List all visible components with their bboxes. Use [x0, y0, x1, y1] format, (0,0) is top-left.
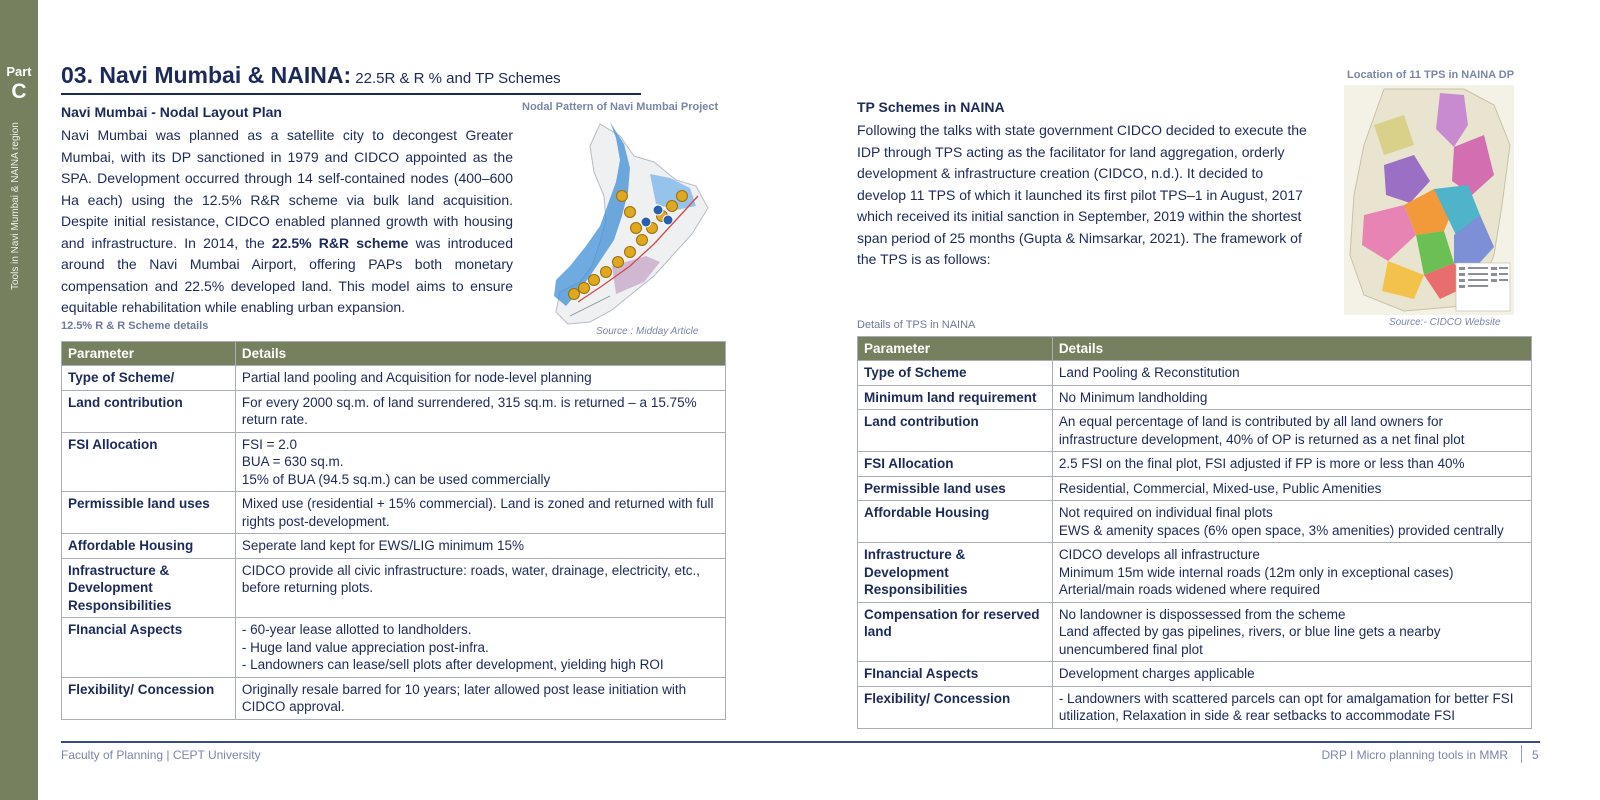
table-row — [858, 686, 1532, 728]
left-paragraph-part2: was introduced around the Navi Mumbai Airport, offering PAPs both monetary compensation and 22.5% developed land. This model aims to ensure equitable rehabilitation while enabling urban expansion. — [61, 234, 513, 315]
right-table-caption: Details of TPS in NAINA — [857, 319, 976, 331]
table-cell-details — [235, 618, 725, 678]
cell-line: Land affected by gas pipelines, rivers, or blue line gets a nearby unencumbered final plot — [1058, 624, 1441, 657]
cell-line: Partial land pooling and Acquisition for node-level planning — [241, 370, 592, 385]
table-cell-details — [1052, 602, 1531, 662]
left-table-caption: 12.5% R & R Scheme details — [61, 320, 209, 332]
table-row — [858, 410, 1532, 452]
left-paragraph-part1: Navi Mumbai was planned as a satellite city to decongest Greater Mumbai, with its DP sanctioned in 1979 and CIDCO appointed as the SPA. Development occurred through 14 self-contained nodes (400–600 Ha each) using the 12.5% R&R scheme via bulk land acquisition. Despite initial resistance, CIDCO enabled planned growth with housing and infrastructure. In 2014, the — [61, 127, 513, 251]
footer-document-title: DRP I Micro planning tools in MMR — [1321, 748, 1508, 762]
table-row — [62, 432, 726, 492]
table-row — [858, 476, 1532, 501]
table-cell-details — [235, 390, 725, 432]
table-cell-details — [1052, 662, 1531, 687]
left-map-source: Source : Midday Article — [596, 326, 699, 337]
table-cell-details — [1052, 476, 1531, 501]
right-map-caption: Location of 11 TPS in NAINA DP — [1347, 69, 1515, 81]
table-cell-parameter: Type of Scheme — [858, 361, 1053, 386]
cell-line: CIDCO provide all civic infrastructure: roads, water, drainage, electricity, etc., before returning plots. — [241, 562, 701, 595]
table-cell-details — [235, 534, 725, 559]
table-row — [858, 452, 1532, 477]
table-cell-details — [1052, 452, 1531, 477]
footer-rule — [61, 741, 1540, 743]
table-header-parameter: Parameter — [858, 337, 1053, 361]
table-row — [62, 390, 726, 432]
table-cell-details — [1052, 686, 1531, 728]
navi-mumbai-nodal-map — [550, 116, 720, 332]
table-header-parameter: Parameter — [62, 342, 236, 366]
page-title-sub: 22.5R & R % and TP Schemes — [351, 70, 561, 87]
table-cell-details — [1052, 543, 1531, 603]
cell-line: Minimum 15m wide internal roads (12m only in exceptional cases) — [1058, 564, 1454, 580]
right-map-source: Source:- CIDCO Website — [1389, 317, 1501, 328]
table-cell-parameter: Compensation for reserved land — [858, 602, 1053, 662]
cell-line: Land Pooling & Reconstitution — [1058, 365, 1240, 380]
cell-line: - Landowners with scattered parcels can opt for amalgamation for better FSI utilization, Relaxation in side & rear setbacks to accommodate FSI — [1058, 690, 1514, 723]
cell-line: Seperate land kept for EWS/LIG minimum 15% — [241, 538, 524, 553]
cell-line: - Huge land value appreciation post-infra. — [241, 639, 489, 655]
table-cell-parameter: Infrastructure & Development Responsibilities — [858, 543, 1053, 603]
cell-line: CIDCO develops all infrastructure — [1058, 547, 1260, 562]
table-cell-parameter: Type of Scheme/ — [62, 366, 236, 391]
table-cell-details — [1052, 410, 1531, 452]
table-row — [62, 558, 726, 618]
table-row — [62, 534, 726, 559]
right-paragraph: Following the talks with state government CIDCO decided to execute the IDP through TPS acting as the facilitator for land aggregation, orderly development & infrastructure creation (CIDCO, n.d.). It decided to develop 11 TPS of which it launched its first pilot TPS–1 in August, 2017 which received its initial sanction in September, 2019 within the shortest span period of 25 months (Gupta & Nimsarkar, 2021). The framework of the TPS is as follows: — [857, 122, 1307, 267]
left-paragraph-bold: 22.5% R&R scheme — [271, 234, 409, 251]
table-cell-parameter: FSI Allocation — [62, 432, 236, 492]
table-cell-details — [235, 558, 725, 618]
table-cell-parameter: FSI Allocation — [858, 452, 1053, 477]
cell-line: No landowner is dispossessed from the scheme — [1058, 606, 1346, 622]
table-row — [62, 366, 726, 391]
cell-line: Originally resale barred for 10 years; later allowed post lease initiation with CIDCO approval. — [241, 681, 687, 714]
table-cell-parameter: FInancial Aspects — [858, 662, 1053, 687]
table-cell-details — [1052, 501, 1531, 543]
table-cell-parameter: Land contribution — [858, 410, 1053, 452]
table-cell-parameter: Flexibility/ Concession — [62, 677, 236, 719]
table-cell-parameter: Permissible land uses — [62, 492, 236, 534]
title-underline — [61, 93, 641, 95]
table-cell-details — [235, 677, 725, 719]
table-cell-parameter: Flexibility/ Concession — [858, 686, 1053, 728]
table-row — [858, 501, 1532, 543]
cell-line: Mixed use (residential + 15% commercial). Land is zoned and returned with full rights post-development. — [241, 496, 714, 529]
page-number: 5 — [1532, 748, 1539, 762]
table-header-row — [858, 337, 1532, 361]
cell-line: 2.5 FSI on the final plot, FSI adjusted if FP is more or less than 40% — [1058, 456, 1465, 471]
cell-line: - Landowners can lease/sell plots after development, yielding high ROI — [241, 657, 664, 672]
cell-line: - 60-year lease allotted to landholders. — [241, 622, 472, 637]
table-header-details: Details — [235, 342, 725, 366]
left-paragraph — [61, 125, 513, 319]
cell-line: Development charges applicable — [1058, 666, 1255, 681]
table-row — [858, 385, 1532, 410]
table-cell-parameter: Permissible land uses — [858, 476, 1053, 501]
table-header-details: Details — [1052, 337, 1531, 361]
part-label: Part — [6, 64, 32, 79]
table-cell-parameter: Minimum land requirement — [858, 385, 1053, 410]
table-cell-details — [1052, 361, 1531, 386]
table-cell-details — [235, 432, 725, 492]
table-cell-parameter: FInancial Aspects — [62, 618, 236, 678]
table-row — [62, 492, 726, 534]
cell-line: Residential, Commercial, Mixed-use, Public Amenities — [1058, 480, 1382, 496]
cell-line: For every 2000 sq.m. of land surrendered, 315 sq.m. is returned – a 15.75% return rate. — [241, 394, 697, 427]
table-row — [858, 662, 1532, 687]
table-cell-details — [235, 492, 725, 534]
naina-tps-map — [1344, 85, 1514, 315]
table-header-row — [62, 342, 726, 366]
part-letter: C — [11, 80, 27, 103]
rr-scheme-table — [61, 341, 726, 720]
tps-naina-table — [857, 336, 1532, 729]
cell-line: An equal percentage of land is contributed by all land owners for infrastructure development, 40% of OP is returned as a net final plot — [1058, 414, 1465, 447]
table-cell-details — [235, 366, 725, 391]
table-cell-parameter: Affordable Housing — [62, 534, 236, 559]
table-cell-details — [1052, 385, 1531, 410]
page-title-main: 03. Navi Mumbai & NAINA: — [61, 62, 352, 88]
footer-institution: Faculty of Planning | CEPT University — [61, 748, 261, 762]
footer-separator — [1521, 745, 1522, 763]
sidebar-vertical-text: Tools in Navi Mumbai & NAINA region — [10, 122, 21, 290]
sidebar — [0, 0, 38, 800]
page-title — [61, 62, 561, 89]
cell-line: Arterial/main roads widened where required — [1058, 582, 1320, 597]
right-heading: TP Schemes in NAINA — [857, 99, 1005, 115]
table-cell-parameter: Land contribution — [62, 390, 236, 432]
cell-line: 15% of BUA (94.5 sq.m.) can be used commercially — [241, 471, 551, 487]
table-row — [858, 361, 1532, 386]
cell-line: No Minimum landholding — [1058, 389, 1208, 405]
cell-line: FSI = 2.0 — [241, 436, 298, 452]
table-cell-parameter: Infrastructure & Development Responsibilities — [62, 558, 236, 618]
table-row — [858, 602, 1532, 662]
cell-line: BUA = 630 sq.m. — [241, 454, 344, 469]
table-row — [62, 618, 726, 678]
left-heading: Navi Mumbai - Nodal Layout Plan — [61, 104, 282, 120]
cell-line: Not required on individual final plots — [1058, 505, 1273, 520]
table-row — [62, 677, 726, 719]
cell-line: EWS & amenity spaces (6% open space, 3% amenities) provided centrally — [1058, 522, 1504, 538]
left-map-caption: Nodal Pattern of Navi Mumbai Project — [522, 101, 719, 113]
table-row — [858, 543, 1532, 603]
table-cell-parameter: Affordable Housing — [858, 501, 1053, 543]
